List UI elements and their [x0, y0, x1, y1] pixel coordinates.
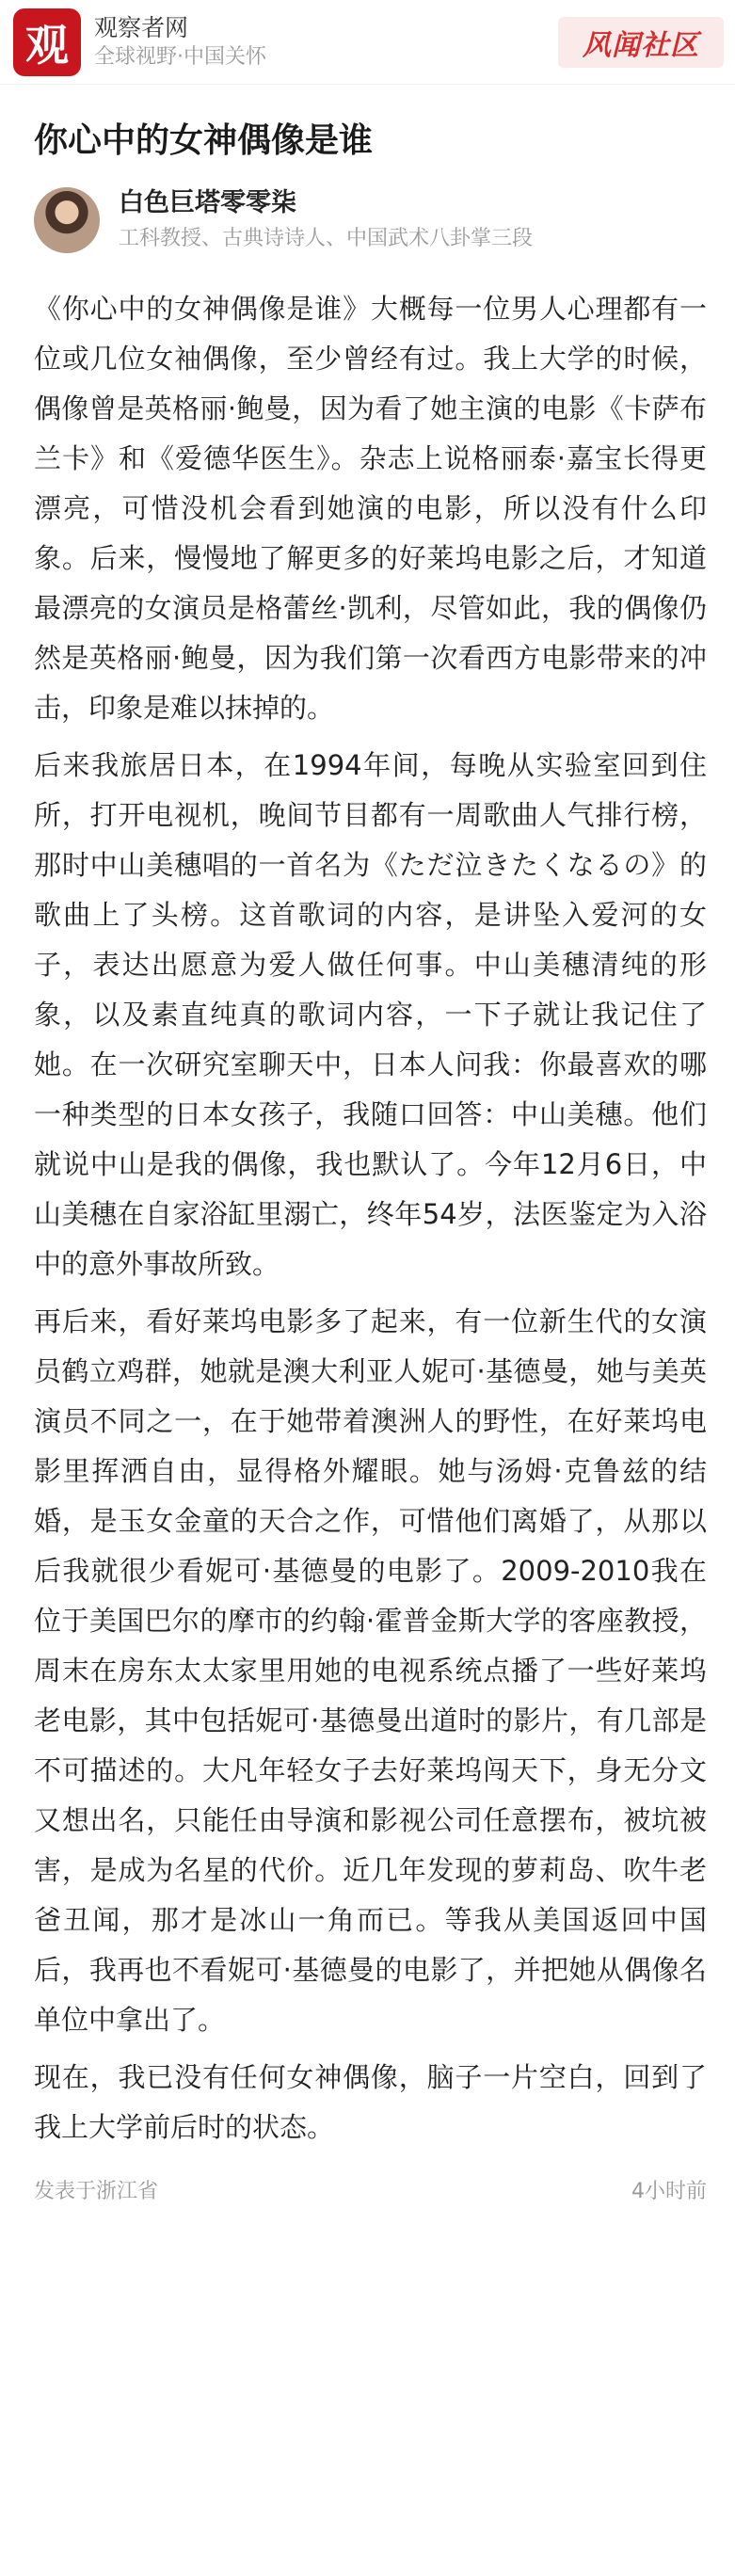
article-paragraph-2: 后来我旅居日本，在1994年间，每晚从实验室回到住所，打开电视机，晚间节目都有一周歌曲人气排行榜，那时中山美穗唱的一首名为《ただ泣きたくなるの》的歌曲上了头榜。这首歌词的内容，是讲坠入爱河的女子，表达出愿意为爱人做任何事。中山美穗清纯的形象，以及素直纯真的歌词内容，一下子就让我记住了她。在一次研究室聊天中，日本人问我：你最喜欢的哪一种类型的日本女孩子，我随口回答：中山美穗。他们就说中山是我的偶像，我也默认了。今年12月6日，中山美穗在自家浴缸里溺亡，终年54岁，法医鉴定为入浴中的意外事故所致。: [34, 749, 707, 1280]
article-body: [34, 284, 707, 2152]
article-paragraph-3: 再后来，看好莱坞电影多了起来，有一位新生代的女演员鹤立鸡群，她就是澳大利亚人妮可·基德曼，她与美英演员不同之一，在于她带着澳洲人的野性，在好莱坞电影里挥洒自由，显得格外耀眼。她与汤姆·克鲁兹的结婚，是玉女金童的天合之作，可惜他们离婚了，从那以后我就很少看妮可·基德曼的电影了。2009-2010我在位于美国巴尔的摩市的约翰·霍普金斯大学的客座教授，周末在房东太太家里用她的电视系统点播了一些好莱坞老电影，其中包括妮可·基德曼出道时的影片，有几部是不可描述的。大凡年轻女子去好莱坞闯天下，身无分文又想出名，只能任由导演和影视公司任意摆布，被坑被害，是成为名星的代价。近几年发现的萝莉岛、吹牛老爸丑闻，那才是冰山一角而已。等我从美国返回中国后，我再也不看妮可·基德曼的电影了，并把她从偶像名单位中拿出了。: [34, 1305, 707, 2036]
article-paragraph-1: 《你心中的女神偶像是谁》大概每一位男人心理都有一位或几位女袖偶像，至少曾经有过。我上大学的时候，偶像曾是英格丽·鲍曼，因为看了她主演的电影《卡萨布兰卡》和《爱德华医生》。杂志上说格丽泰·嘉宝长得更漂亮，可惜没机会看到她演的电影，所以没有什么印象。后来，慢慢地了解更多的好莱坞电影之后，才知道最漂亮的女演员是格蕾丝·凯利，尽管如此，我的偶像仍然是英格丽·鲍曼，因为我们第一次看西方电影带来的冲击，印象是难以抹掉的。: [34, 293, 707, 724]
post-location: 发表于浙江省: [34, 2180, 159, 2203]
article-title: 你心中的女神偶像是谁: [34, 121, 374, 160]
site-logo-char: 观: [25, 19, 69, 71]
site-logo[interactable]: [13, 8, 81, 76]
brand-slogan: 全球视野·中国关怀: [94, 44, 266, 69]
site-header: [0, 0, 735, 85]
author-info: [119, 186, 533, 254]
brand-name: 观察者网: [94, 13, 189, 41]
article-paragraph-4: 现在，我已没有任何女神偶像，脑子一片空白，回到了我上大学前后时的状态。: [34, 2061, 707, 2143]
author-description: 工科教授、古典诗诗人、中国武术八卦掌三段: [119, 227, 534, 250]
brand-block: [94, 13, 266, 72]
author-avatar[interactable]: [34, 187, 100, 253]
author-block[interactable]: [34, 186, 735, 254]
author-name[interactable]: 白色巨塔零零柒: [119, 188, 296, 217]
post-time: 4小时前: [631, 2180, 707, 2203]
site-brand[interactable]: [13, 8, 266, 76]
article-footer: [34, 2175, 707, 2204]
app-badge-label: 风闻社区: [583, 28, 699, 62]
fengwen-community-badge[interactable]: [558, 17, 724, 68]
